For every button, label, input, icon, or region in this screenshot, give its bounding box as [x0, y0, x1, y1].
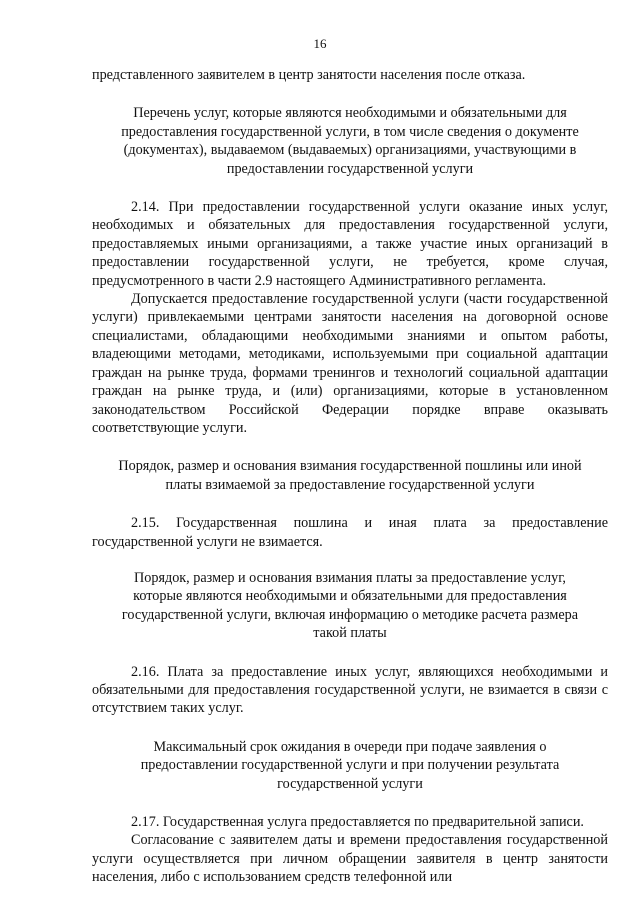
page-number: 16	[313, 36, 327, 51]
paragraph-2-17: 2.17. Государственная услуга предоставляется по предварительной записи.	[131, 814, 584, 830]
paragraph-2-14-continued: Допускается предоставление государственной услуги (части государственной услуги) привлекаемыми центрами занятости населения на договорной основе специалистами, обладающими необходимыми знаниями и опытом работы, владеющими методами, методиками, используемыми при социальной адаптации граждан на рынке труда, формами тренингов и технологий социальной адаптации граждан на рынке труда, и (или) организациями, которые в установленном законодательством Российской Федерации порядке вправе оказывать соответствующие услуги.	[92, 291, 608, 436]
section-heading-state-fee: Порядок, размер и основания взимания государственной пошлины или иной платы взимаемой за предоставление государственной услуги	[118, 458, 582, 493]
paragraph-2-14: 2.14. При предоставлении государственной услуги оказание иных услуг, необходимых и обязательных для предоставления государственной услуги, предоставляемых иными организациями, а также участие иных организаций в предоставлении государственной услуги, не требуется, кроме случая, предусмотренного в части 2.9 настоящего Административного регламента.	[92, 199, 608, 289]
document-body	[92, 66, 608, 887]
section-heading-queue-time: Максимальный срок ожидания в очереди при подаче заявления о предоставлении государственной услуги и при получении результата государственной услуги	[140, 738, 560, 792]
paragraph-2-17-continued: Согласование с заявителем даты и времени предоставления государственной услуги осуществляется при личном обращении заявителя в центр занятости населения, либо с использованием средств телефонной или	[92, 832, 608, 886]
section-heading-services-list: Перечень услуг, которые являются необходимыми и обязательными для предоставления государственной услуги, в том числе сведения о документе (документах), выдаваемом (выдаваемых) организациями, участвующими в предоставлении государственной услуги	[121, 105, 579, 177]
paragraph-2-16: 2.16. Плата за предоставление иных услуг, являющихся необходимыми и обязательными для предоставления государственной услуги, не взимается в связи с отсутствием таких услуг.	[92, 663, 608, 717]
paragraph-continuation: представленного заявителем в центр занятости населения после отказа.	[92, 67, 526, 83]
paragraph-2-15: 2.15. Государственная пошлина и иная плата за предоставление государственной услуги не взимается.	[92, 515, 608, 550]
section-heading-fee-calculation: Порядок, размер и основания взимания платы за предоставление услуг, которые являются необходимыми и обязательными для предоставления государственной услуги, включая информацию о методике расчета размера такой платы	[121, 569, 579, 642]
